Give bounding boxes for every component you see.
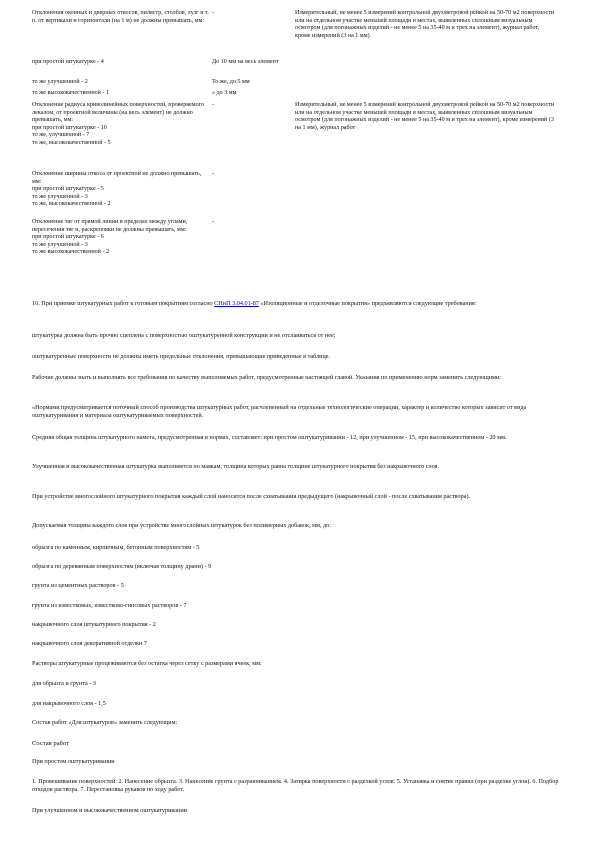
paragraph: грунта из известковых, известково-гипсовых растворов - 7 (32, 602, 187, 609)
table-cell-requirement (32, 102, 215, 171)
table-cell-requirement (32, 10, 215, 59)
paragraph: При устройстве многослойного штукатурного покрытия каждый слой наносится после схватывания предыдущего (накрывочный слой - после схватывания раствора). (32, 493, 471, 500)
table-row (32, 102, 555, 171)
paragraph: для накрывочного слоя - 1,5 (32, 700, 106, 707)
table-row (32, 59, 555, 79)
cell-text: Отклонение радиуса криволинейных поверхностей, проверяемого лекалом, от проектной величины (на весь элемент) не должно превышать, мм: при простой штукатурке - 10 то же, улучшенной - 7 то же, высококачественной - 5 (32, 102, 205, 146)
table-cell-method (295, 10, 555, 59)
paragraph: накрывочного слоя декоративной отделки 7 (32, 640, 148, 647)
table-cell-requirement (32, 171, 215, 219)
paragraph: 1. Провешивание поверхностей. 2. Нанесение обрызга. 3. Нанесение грунта с разравниванием. 4. Затирка поверхности с разделкой углов. 5. Устанавка и снятие правил (при разделке углов). 6. Подбор отходов раствора. 7. Перестановка рукавов по ходу работ. (32, 778, 559, 793)
subsection-heading: При простом оштукатуривании (32, 758, 115, 765)
cell-text: Измерительный, не менее 5 измерений контрольной двухметровой рейкой на 50-70 м2 поверхности или на отдельном участке меньшей площади в местах, выявленных сплошным визуальным осмотром (для погонажных изделий - не менее 5 на 35-40 м и трех на элемент), журнал работ, кроме измерений (3 на 1 мм) (295, 10, 555, 39)
table-cell-requirement (32, 90, 212, 102)
cell-text: - (212, 219, 215, 225)
cell-text: Отклонения оконных и дверных откосов, пилястр, столбов, лузг и т. п. от вертикали и горизонтали (на 1 м) не должны превышать, мм: (32, 10, 209, 24)
paragraph: обрызга по деревянным поверхностям (включая толщину драни) - 9 (32, 563, 212, 570)
table-row (32, 90, 555, 102)
tolerance-table (32, 10, 555, 277)
cell-text: Отклонение ширины откоса от проектной не должно превышать, мм: при простой штукатурке - 5 то же улучшенной - 3 то же, высококачественной - 2 (32, 171, 202, 208)
paragraph: оштукатуренные поверхности не должны иметь предельные отклонения, превышающие приведенные в таблице. (32, 353, 331, 360)
paragraph: Средняя общая толщина штукатурного намета, предусмотренная в нормах, составляет: при простом оштукатуривании - 12, при улучшенном - 15, при высококачественном - 20 мм. (32, 434, 507, 441)
paragraph: штукатурка должна быть прочно сцеплена с поверхностью оштукатуренной конструкции и не отслаиваться от нее; (32, 332, 336, 339)
paragraph: Состав работ «Для штукатуров» заменить следующим: (32, 719, 178, 726)
table-cell-method (295, 59, 555, 79)
cell-text: Отклонение тяг от прямой линии в пределах между углами, пересечения тяг и, раскреповки не должны превышать, мм: при простой штукатурке - 6 то же улучшенной - 3 то же высококачественной - 2 (32, 219, 188, 256)
table-cell-limit (212, 219, 295, 277)
paragraph: Допускаемая толщина каждого слоя при устройстве многослойных штукатурок без полимерных добавок, мм, до: (32, 522, 331, 529)
cell-text: при простой штукатурке - 4 (32, 59, 104, 65)
table-cell-requirement (32, 219, 215, 277)
paragraph: «Нормами предусматривается поточный способ производства штукатурных работ, расчлененный на отдельные технологические операции, характер и количество которых зависит от вида оштукатуривания и материала оштукатуриваемых поверхностей. (32, 404, 527, 419)
table-row (32, 10, 555, 59)
cell-text: то же улучшенной - 2 (32, 79, 88, 85)
table-row (32, 79, 555, 90)
table-cell-limit (212, 59, 295, 79)
table-row (32, 171, 555, 219)
subsection-heading: При улучшенном и высококачественном оштукатуривании (32, 807, 187, 814)
table-cell-requirement (32, 79, 212, 90)
table-row (32, 219, 555, 277)
table-cell-method (295, 90, 555, 102)
cell-text: то же высококачественной - 1 (32, 90, 110, 96)
table-cell-limit (212, 10, 295, 59)
snip-link[interactable]: СНиП 3.04.01-87 (214, 300, 259, 307)
clause-10-paragraph (32, 300, 562, 308)
paragraph: грунта из цементных растворов - 5 (32, 582, 124, 589)
paragraph: Рабочие должны знать и выполнять все требования по качеству выполняемых работ, предусмотренные настоящей главой. Указания по применению норм заменить следующими: (32, 374, 502, 381)
table-cell-method (295, 102, 555, 171)
table-cell-limit (212, 171, 295, 219)
table-cell-method (295, 79, 555, 90)
paragraph: Улучшенная и высококачественная штукатурка выполняется по маякам, толщина которых равна толщине штукатурного покрытия без накрывочного слоя. (32, 463, 439, 470)
paragraph: Растворы штукатурные процеживаются без остатка через сетку с размерами ячеек, мм: (32, 660, 262, 667)
cell-text: - (212, 10, 215, 16)
table-cell-method (295, 171, 555, 219)
cell-text: То же, до 5 мм (212, 79, 250, 85)
table-cell-limit (212, 90, 295, 102)
table-cell-limit (212, 79, 295, 90)
paragraph: обрызга по каменным, кирпичным, бетонным поверхностям - 5 (32, 544, 200, 551)
cell-text: До 10 мм на весь элемент (212, 59, 279, 65)
cell-text: » до 3 мм (212, 90, 237, 96)
clause-10-text-start: 10. При приемке штукатурных работ к готовым покрытиям согласно (32, 300, 215, 307)
clause-10-text-end: «Изоляционные и отделочные покрытия» предъявляются следующие требования: (258, 300, 477, 307)
paragraph: для обрызга и грунта - 3 (32, 680, 96, 687)
table-cell-requirement (32, 59, 212, 79)
paragraph: накрывочного слоя штукатурного покрытия - 2 (32, 621, 156, 628)
section-heading: Состав работ (32, 740, 70, 747)
cell-text: - (212, 171, 215, 177)
table-cell-limit (212, 102, 295, 171)
table-cell-method (295, 219, 555, 277)
cell-text: - (212, 102, 215, 108)
cell-text: Измерительный, не менее 5 измерений контрольной двухметровой рейкой на 50-70 м2 поверхности или на отдельном участке меньшей площади в местах, выявленных сплошным визуальным осмотром (для погонажных изделий - не менее 5 на 35-40 м и трех на элемент), кроме измерений (3 на 1 мм), журнал работ (295, 102, 555, 131)
